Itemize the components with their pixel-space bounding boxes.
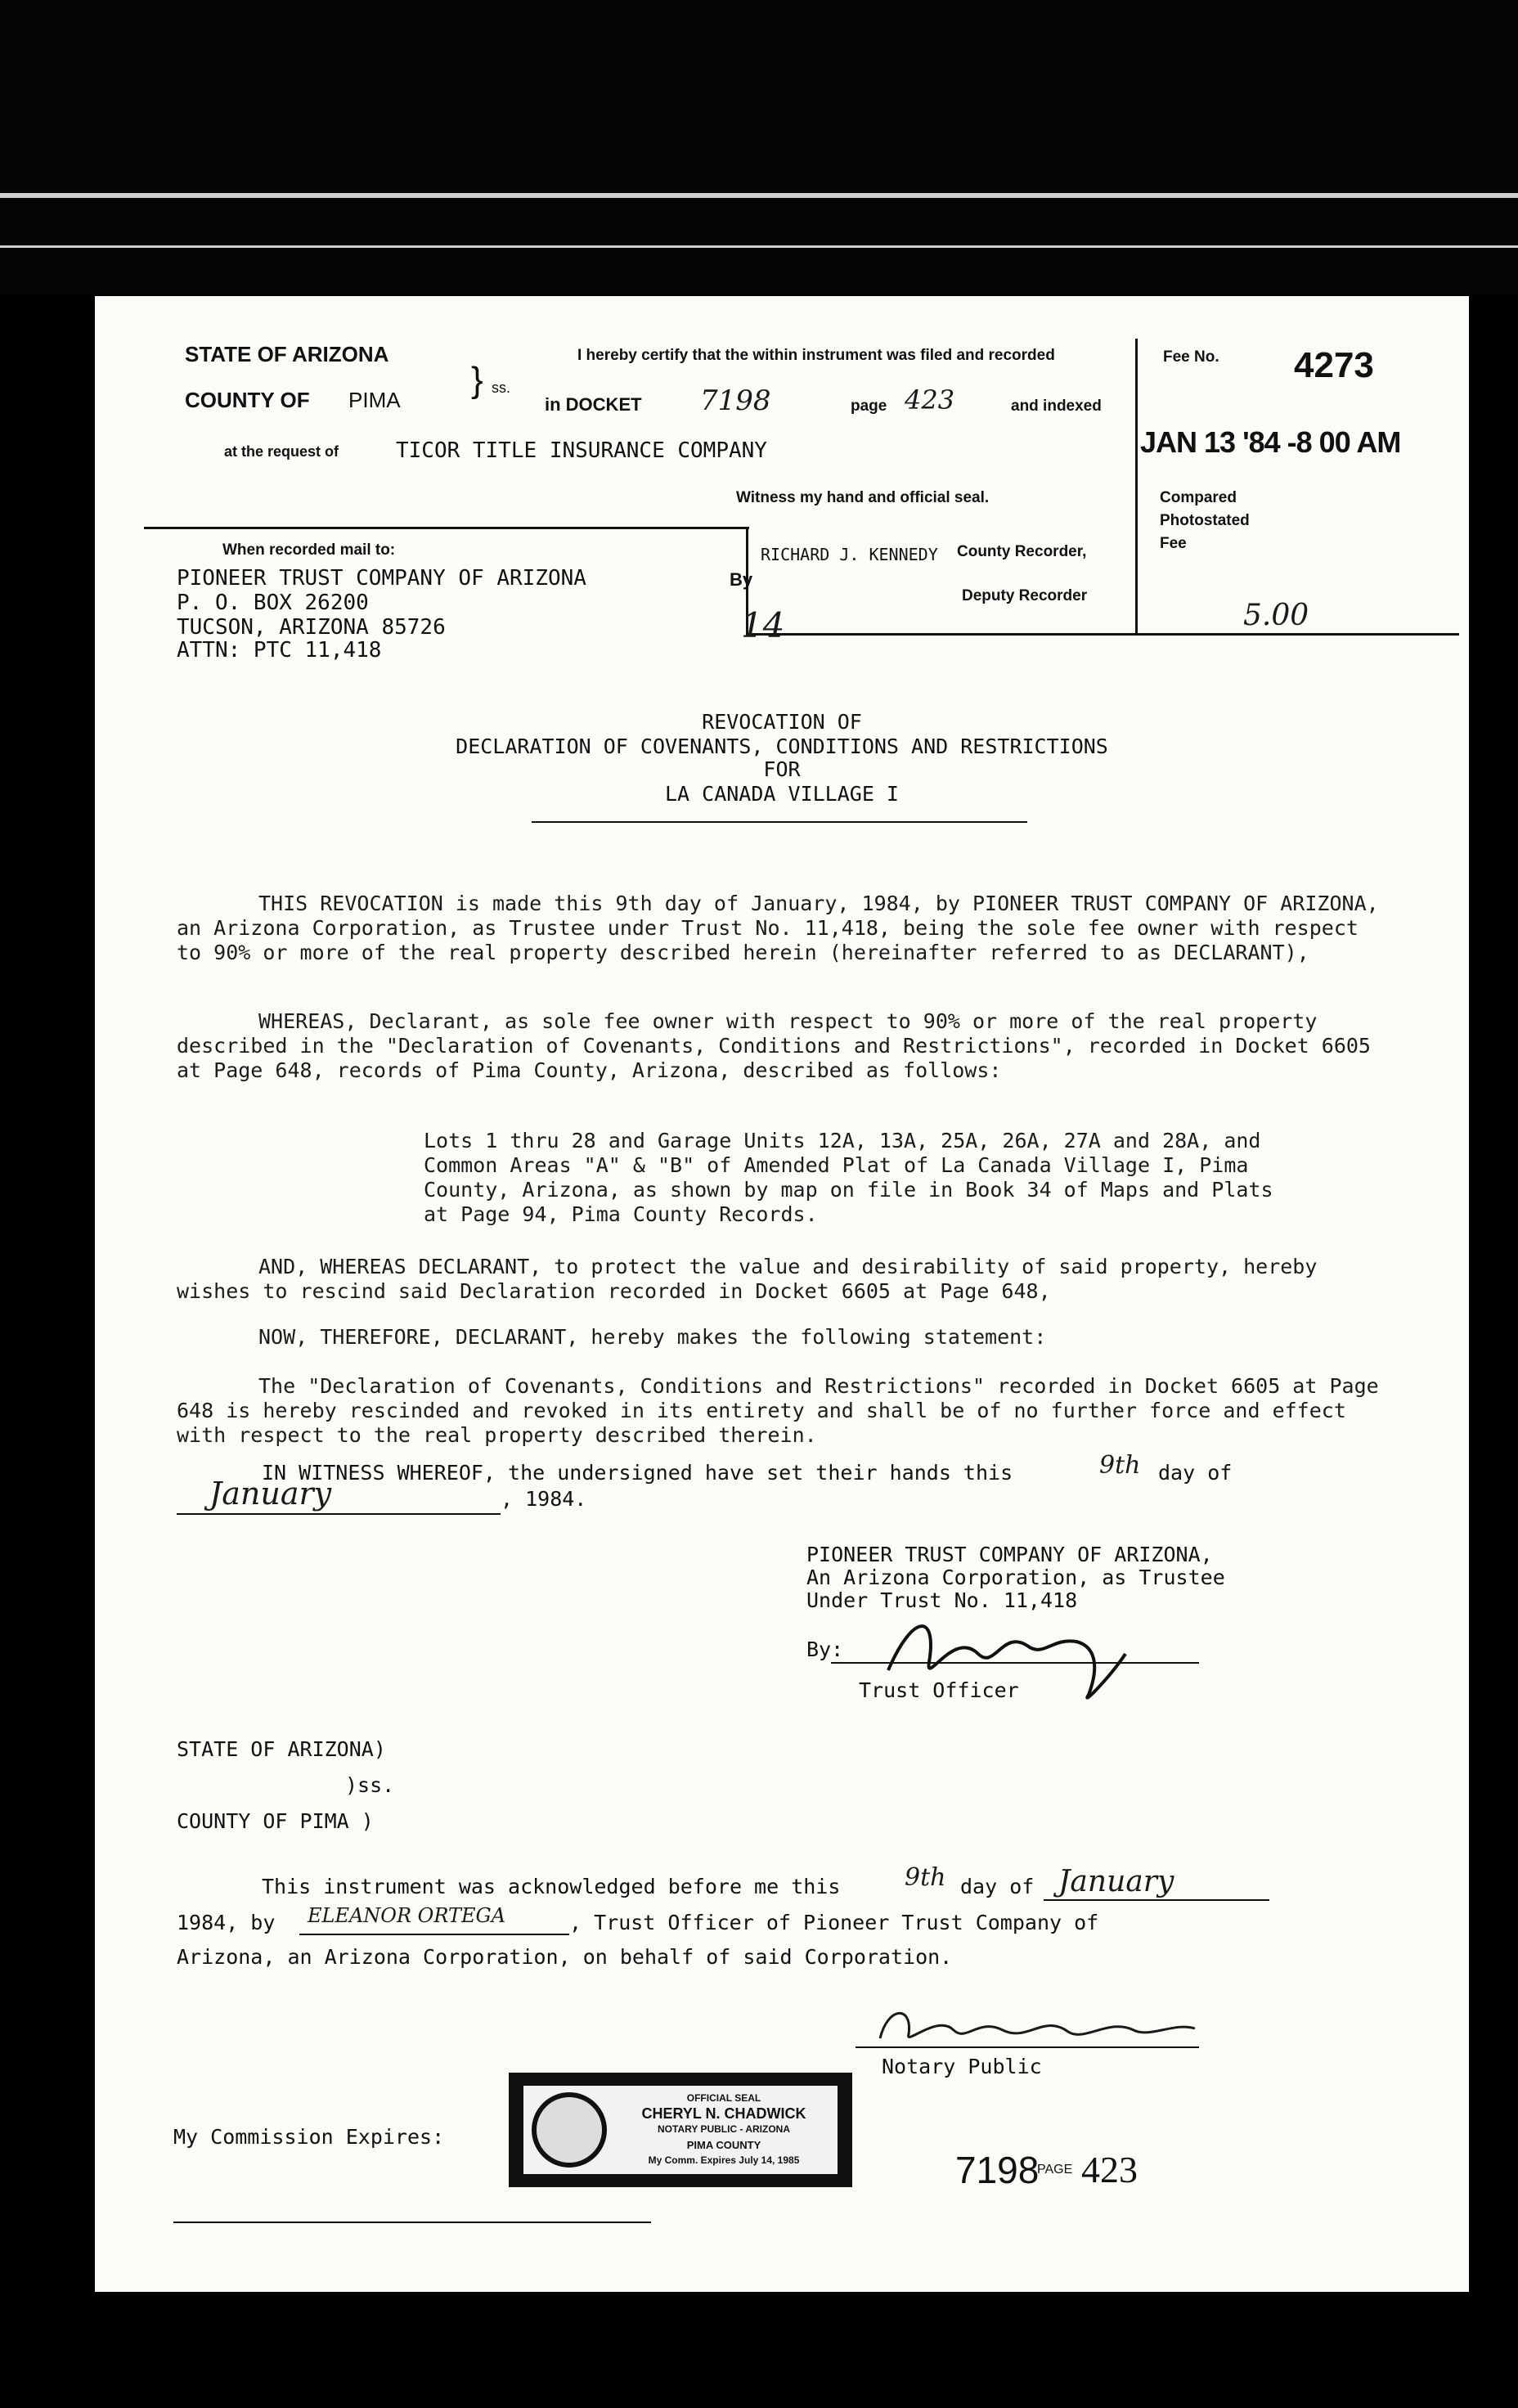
- footer-page-number: 423: [1081, 2149, 1138, 2190]
- mail-to-line2: P. O. BOX 26200: [177, 591, 369, 615]
- deputy-recorder-label: Deputy Recorder: [962, 587, 1088, 604]
- mail-to-label: When recorded mail to:: [222, 541, 396, 559]
- paragraph-whereas: WHEREAS, Declarant, as sole fee owner with respect to 90% or more of the real property described in the "Declaration of Covenants, Conditions and Restrictions", recorded in Docket 6605 at Page 648, records of Pima County, Arizona, described as follows:: [177, 1009, 1371, 1082]
- by-label: By: [730, 569, 753, 590]
- scan-streak: [0, 193, 1518, 198]
- fee-divider: [1135, 339, 1138, 633]
- brace: }: [471, 360, 483, 400]
- fee-number: 4273: [1294, 345, 1374, 385]
- title-underline: [532, 821, 1027, 823]
- request-value: TICOR TITLE INSURANCE COMPANY: [396, 438, 767, 463]
- seal-line4: PIMA COUNTY: [686, 2139, 761, 2151]
- witness-day-handwritten: 9th: [1099, 1451, 1141, 1480]
- fee-small-label: Fee: [1160, 535, 1187, 552]
- witness-year: , 1984.: [501, 1487, 587, 1511]
- notary-public-label: Notary Public: [882, 2055, 1042, 2078]
- docket-handwritten: 7198: [700, 384, 771, 417]
- witness-text: Witness my hand and official seal.: [736, 489, 990, 506]
- state-label: STATE OF ARIZONA: [185, 342, 389, 366]
- footer-page-mark: PAGE: [1037, 2163, 1073, 2177]
- ack-text-c: , Trust Officer of Pioneer Trust Company of: [569, 1911, 1099, 1934]
- ack-year-by: 1984, by: [177, 1911, 276, 1934]
- certify-text: I hereby certify that the within instrument was filed and recorded: [577, 347, 1055, 364]
- ack-text-d: Arizona, an Arizona Corporation, on behalf of said Corporation.: [177, 1945, 953, 1969]
- scan-top-band: [0, 0, 1518, 294]
- fee-label: Fee No.: [1163, 348, 1219, 366]
- compared-label: Compared: [1160, 489, 1237, 506]
- mail-to-line4: ATTN: PTC 11,418: [177, 638, 382, 663]
- recording-stamp: JAN 13 '84 -8 00 AM: [1140, 425, 1401, 459]
- notary-seal: [509, 2073, 852, 2187]
- seal-line1: OFFICIAL SEAL: [686, 2092, 761, 2104]
- paragraph-now-therefore: NOW, THEREFORE, DECLARANT, hereby makes the following statement:: [258, 1325, 1047, 1349]
- mail-box-top: [144, 527, 749, 529]
- witness-month-handwritten: January: [209, 1476, 332, 1512]
- ack-name-handwritten: ELEANOR ORTEGA: [308, 1904, 506, 1927]
- page-handwritten: 423: [905, 384, 955, 416]
- photostated-label: Photostated: [1160, 512, 1250, 529]
- deputy-initials: 14: [741, 605, 785, 645]
- request-label: at the request of: [224, 443, 339, 460]
- state-seal-emblem: [532, 2092, 607, 2168]
- seal-line3: NOTARY PUBLIC - ARIZONA: [658, 2123, 790, 2135]
- ack-county: COUNTY OF PIMA ): [177, 1809, 374, 1833]
- indexed-label: and indexed: [1011, 398, 1102, 415]
- ack-month-handwritten: January: [1058, 1865, 1174, 1898]
- recorder-name: RICHARD J. KENNEDY: [761, 545, 938, 564]
- title-line1: REVOCATION OF: [702, 710, 862, 734]
- ack-state: STATE OF ARIZONA): [177, 1737, 386, 1761]
- signatory-by: By:: [806, 1638, 844, 1661]
- title-line3: FOR: [763, 757, 801, 781]
- paragraph-revocation: THIS REVOCATION is made this 9th day of January, 1984, by PIONEER TRUST COMPANY OF ARIZONA, an Arizona Corporation, as Trustee under Trust No. 11,418, being the sole fee owner with respect to 90% or more of the real property described herein (hereinafter referred to as DECLARANT),: [177, 892, 1379, 964]
- fee-handwritten: 5.00: [1243, 599, 1309, 632]
- signatory-line2: An Arizona Corporation, as Trustee: [806, 1566, 1225, 1589]
- county-value: PIMA: [348, 388, 401, 412]
- ss-label: ss.: [492, 380, 511, 396]
- document-page: [95, 296, 1469, 2292]
- seal-line2: CHERYL N. CHADWICK: [641, 2105, 806, 2122]
- witness-clause: IN WITNESS WHEREOF, the undersigned have set their hands this: [262, 1461, 1013, 1485]
- ack-ss: )ss.: [345, 1773, 395, 1797]
- paragraph-and-whereas: AND, WHEREAS DECLARANT, to protect the value and desirability of said property, hereby wishes to rescind said Declaration recorded in Docket 6605 at Page 648,: [177, 1255, 1318, 1303]
- ack-name-line: [299, 1934, 569, 1935]
- page-label: page: [851, 398, 887, 415]
- paragraph-rescinded: The "Declaration of Covenants, Conditions and Restrictions" recorded in Docket 6605 at Page 648 is hereby rescinded and revoked in its entirety and shall be of no further force and effect with respect to the real property described therein.: [177, 1374, 1379, 1447]
- docket-label: in DOCKET: [545, 394, 642, 415]
- title-line4: LA CANADA VILLAGE I: [665, 782, 899, 806]
- ack-day-handwritten: 9th: [905, 1863, 946, 1892]
- signature-line: [831, 1662, 1199, 1664]
- witness-month-line: [177, 1513, 501, 1515]
- signatory-line1: PIONEER TRUST COMPANY OF ARIZONA,: [806, 1543, 1213, 1566]
- paragraph-lots: Lots 1 thru 28 and Garage Units 12A, 13A, 25A, 26A, 27A and 28A, and Common Areas "A" & "B" of Amended Plat of La Canada Village I, Pima County, Arizona, as shown by map on file in Book 34 of Maps and Plats at Page 94, Pima County Records.: [424, 1129, 1273, 1226]
- mail-to-line3: TUCSON, ARIZONA 85726: [177, 615, 446, 640]
- notary-signature-line: [856, 2046, 1199, 2048]
- county-label: COUNTY OF: [185, 388, 310, 412]
- scan-streak: [0, 245, 1518, 248]
- witness-day-of: day of: [1158, 1461, 1233, 1485]
- ack-text-a: This instrument was acknowledged before me this: [262, 1875, 841, 1898]
- ack-month-line: [1044, 1899, 1269, 1901]
- commission-expires-label: My Commission Expires:: [173, 2125, 445, 2149]
- footer-docket: 7198: [955, 2149, 1040, 2191]
- ack-day-of: day of: [960, 1875, 1035, 1898]
- commission-line: [173, 2222, 651, 2223]
- trust-officer-title: Trust Officer: [859, 1678, 1019, 1702]
- mail-to-line1: PIONEER TRUST COMPANY OF ARIZONA: [177, 566, 586, 591]
- title-line2: DECLARATION OF COVENANTS, CONDITIONS AND RESTRICTIONS: [456, 735, 1108, 758]
- header-bottom-rule: [746, 633, 1459, 636]
- seal-line5: My Comm. Expires July 14, 1985: [648, 2154, 800, 2166]
- signatory-line3: Under Trust No. 11,418: [806, 1588, 1078, 1612]
- county-recorder-label: County Recorder,: [957, 543, 1087, 560]
